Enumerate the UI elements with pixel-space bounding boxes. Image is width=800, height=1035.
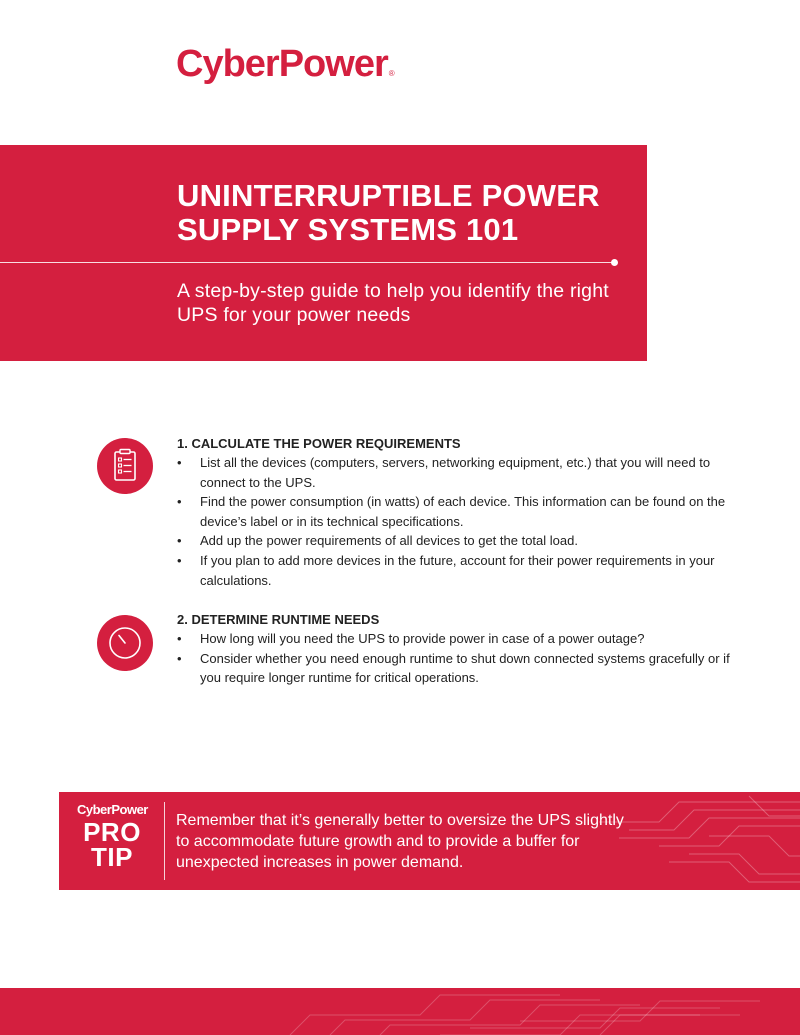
cyberpower-logo: CyberPower® [176, 43, 394, 85]
page-subtitle: A step-by-step guide to help you identify the right UPS for your power needs [177, 280, 609, 326]
list-item: • If you plan to add more devices in the future, account for their power requirements in your calculations. [177, 552, 715, 588]
hero-divider [0, 262, 614, 263]
hero-banner [0, 145, 647, 361]
bullet-list [177, 629, 737, 688]
clock-icon [97, 615, 153, 671]
page-title: UNINTERRUPTIBLE POWER SUPPLY SYSTEMS 101 [177, 178, 600, 247]
list-item: • Consider whether you need enough runtime to shut down connected systems gracefully or if you require longer runtime for critical operations. [177, 650, 730, 686]
list-item: • List all the devices (computers, servers, networking equipment, etc.) that you will need to connect to the UPS. [177, 455, 711, 490]
footer-band [0, 988, 800, 1035]
list-item: • How long will you need the UPS to provide power in case of a power outage? [177, 631, 645, 646]
list-item: • Find the power consumption (in watts) of each device. This information can be found on the device’s label or in its technical specifications. [177, 494, 726, 529]
section-title: 1. CALCULATE THE POWER REQUIREMENTS [177, 436, 461, 451]
circuit-lines-decoration [0, 988, 800, 1035]
pro-tip-label: PRO TIP [83, 817, 141, 872]
divider-dot [611, 259, 618, 266]
clipboard-checklist-icon [97, 438, 153, 494]
pro-tip-divider [164, 802, 165, 880]
pro-tip-brand: CyberPower [77, 802, 148, 817]
list-item: • Add up the power requirements of all devices to get the total load. [177, 533, 578, 549]
section-title: 2. DETERMINE RUNTIME NEEDS [177, 612, 380, 627]
bullet-list [177, 453, 737, 590]
pro-tip-box [59, 792, 800, 890]
pro-tip-text: Remember that it’s generally better to oversize the UPS slightly to accommodate future growth and to provide a buffer for unexpected increases in power demand. [176, 812, 624, 871]
